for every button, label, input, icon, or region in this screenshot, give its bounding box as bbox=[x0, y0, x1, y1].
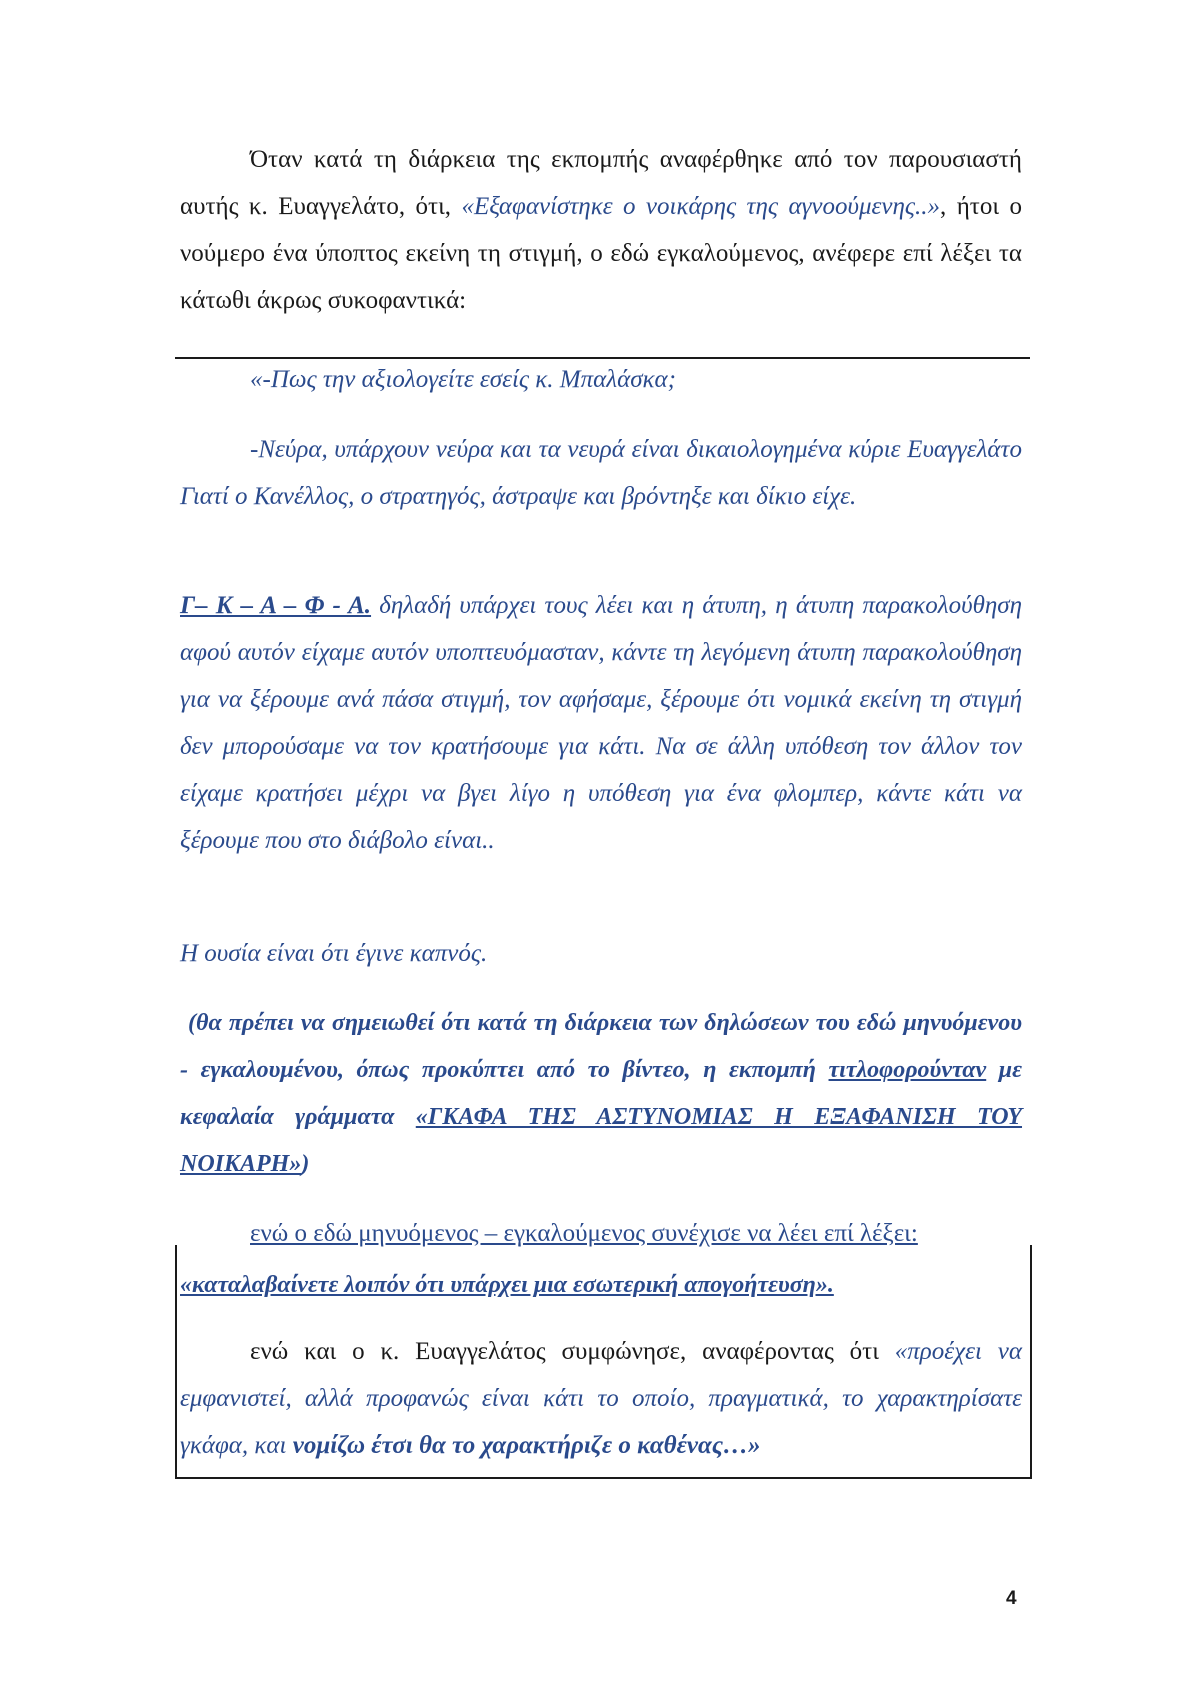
note-text-cont: με κεφαλαία γράμματα bbox=[180, 1057, 1022, 1130]
final-text: ενώ και ο κ. Ευαγγελάτος συμφώνησε, αναφέροντας ότι bbox=[250, 1338, 895, 1365]
gkafa-text: δηλαδή υπάρχει τους λέει και η άτυπη, η άτυπη παρακολούθηση αφού αυτόν είχαμε αυτόν υποπτευόμασταν, κάντε τη λεγόμενη άτυπη παρακολούθηση για να ξέρουμε ανά πάσα στιγμή, τον αφήσαμε, ξέρουμε ότι νομικά εκείνη τη στιγμή δεν μπορούσαμε να τον κρατήσουμε για κάτι. Να σε άλλη υπόθεση τον άλλον τον είχαμε κρατήσει μέχρι να βγει λίγο η υπόθεση για ένα φλομπερ, κάντε κάτι να ξέρουμε που στο διάβολο είναι.. bbox=[180, 592, 1022, 854]
intro-quote: «Εξαφανίστηκε ο νοικάρης της αγνοούμενης..» bbox=[461, 193, 941, 220]
final-quote: «προέχει να εμφανιστεί, αλλά προφανώς είναι κάτι το οποίο, πραγματικά, το χαρακτηρίσατε γκάφα, και bbox=[180, 1338, 1022, 1459]
eno-paragraph: ενώ ο εδώ μηνυόμενος – εγκαλούμενος συνέχισε να λέει επί λέξει: bbox=[250, 1220, 918, 1247]
katalavainete-quote: «καταλαβαίνετε λοιπόν ότι υπάρχει μια εσωτερική απογοήτευση». bbox=[180, 1272, 834, 1298]
intro-text-cont: , ήτοι ο νούμερο ένα ύποπτος εκείνη τη στιγμή, ο εδώ εγκαλούμενος, ανέφερε επί λέξει τα κάτωθι άκρως συκοφαντικά: bbox=[180, 193, 1022, 314]
quote-box-right-border bbox=[1030, 1245, 1032, 1477]
question-paragraph: «-Πως την αξιολογείτε εσείς κ. Μπαλάσκα; bbox=[250, 366, 676, 393]
note-underlined-word: τιτλοφορούνταν bbox=[828, 1057, 987, 1083]
intro-paragraph bbox=[180, 136, 1022, 324]
intro-text: Όταν κατά τη διάρκεια της εκπομπής αναφέρθηκε από τον παρουσιαστή αυτής κ. Ευαγγελάτο, ότι, bbox=[180, 146, 1022, 220]
note-title-quote: «ΓΚΑΦΑ ΤΗΣ ΑΣΤΥΝΟΜΙΑΣ Η ΕΞΑΦΑΝΙΣΗ ΤΟΥ ΝΟΙΚΑΡΗ» bbox=[180, 1104, 1023, 1177]
quote-box-bottom-border bbox=[175, 1477, 1032, 1479]
final-quote-bold: νομίζω έτσι θα το χαρακτήριζε ο καθένας…» bbox=[292, 1432, 761, 1459]
quote-box-left-border bbox=[175, 1245, 177, 1477]
ousia-paragraph: Η ουσία είναι ότι έγινε καπνός. bbox=[180, 940, 488, 967]
note-text: (θα πρέπει να σημειωθεί ότι κατά τη διάρκεια των δηλώσεων του εδώ μηνυόμενου - εγκαλουμένου, όπως προκύπτει από το βίντεο, η εκπομπή bbox=[180, 1010, 1022, 1083]
page-number: 4 bbox=[1006, 1588, 1017, 1609]
gkafa-acronym: Γ– Κ – Α – Φ - Α. bbox=[180, 592, 372, 619]
gkafa-paragraph bbox=[180, 582, 1022, 864]
note-close: ) bbox=[301, 1151, 310, 1177]
note-paragraph bbox=[180, 1000, 1022, 1188]
answer-paragraph: -Νεύρα, υπάρχουν νεύρα και τα νευρά είναι δικαιολογημένα κύριε Ευαγγελάτο Γιατί ο Κανέλλος, ο στρατηγός, άστραψε και βρόντηξε και δίκιο είχε. bbox=[180, 436, 1022, 510]
final-paragraph bbox=[180, 1328, 1022, 1469]
